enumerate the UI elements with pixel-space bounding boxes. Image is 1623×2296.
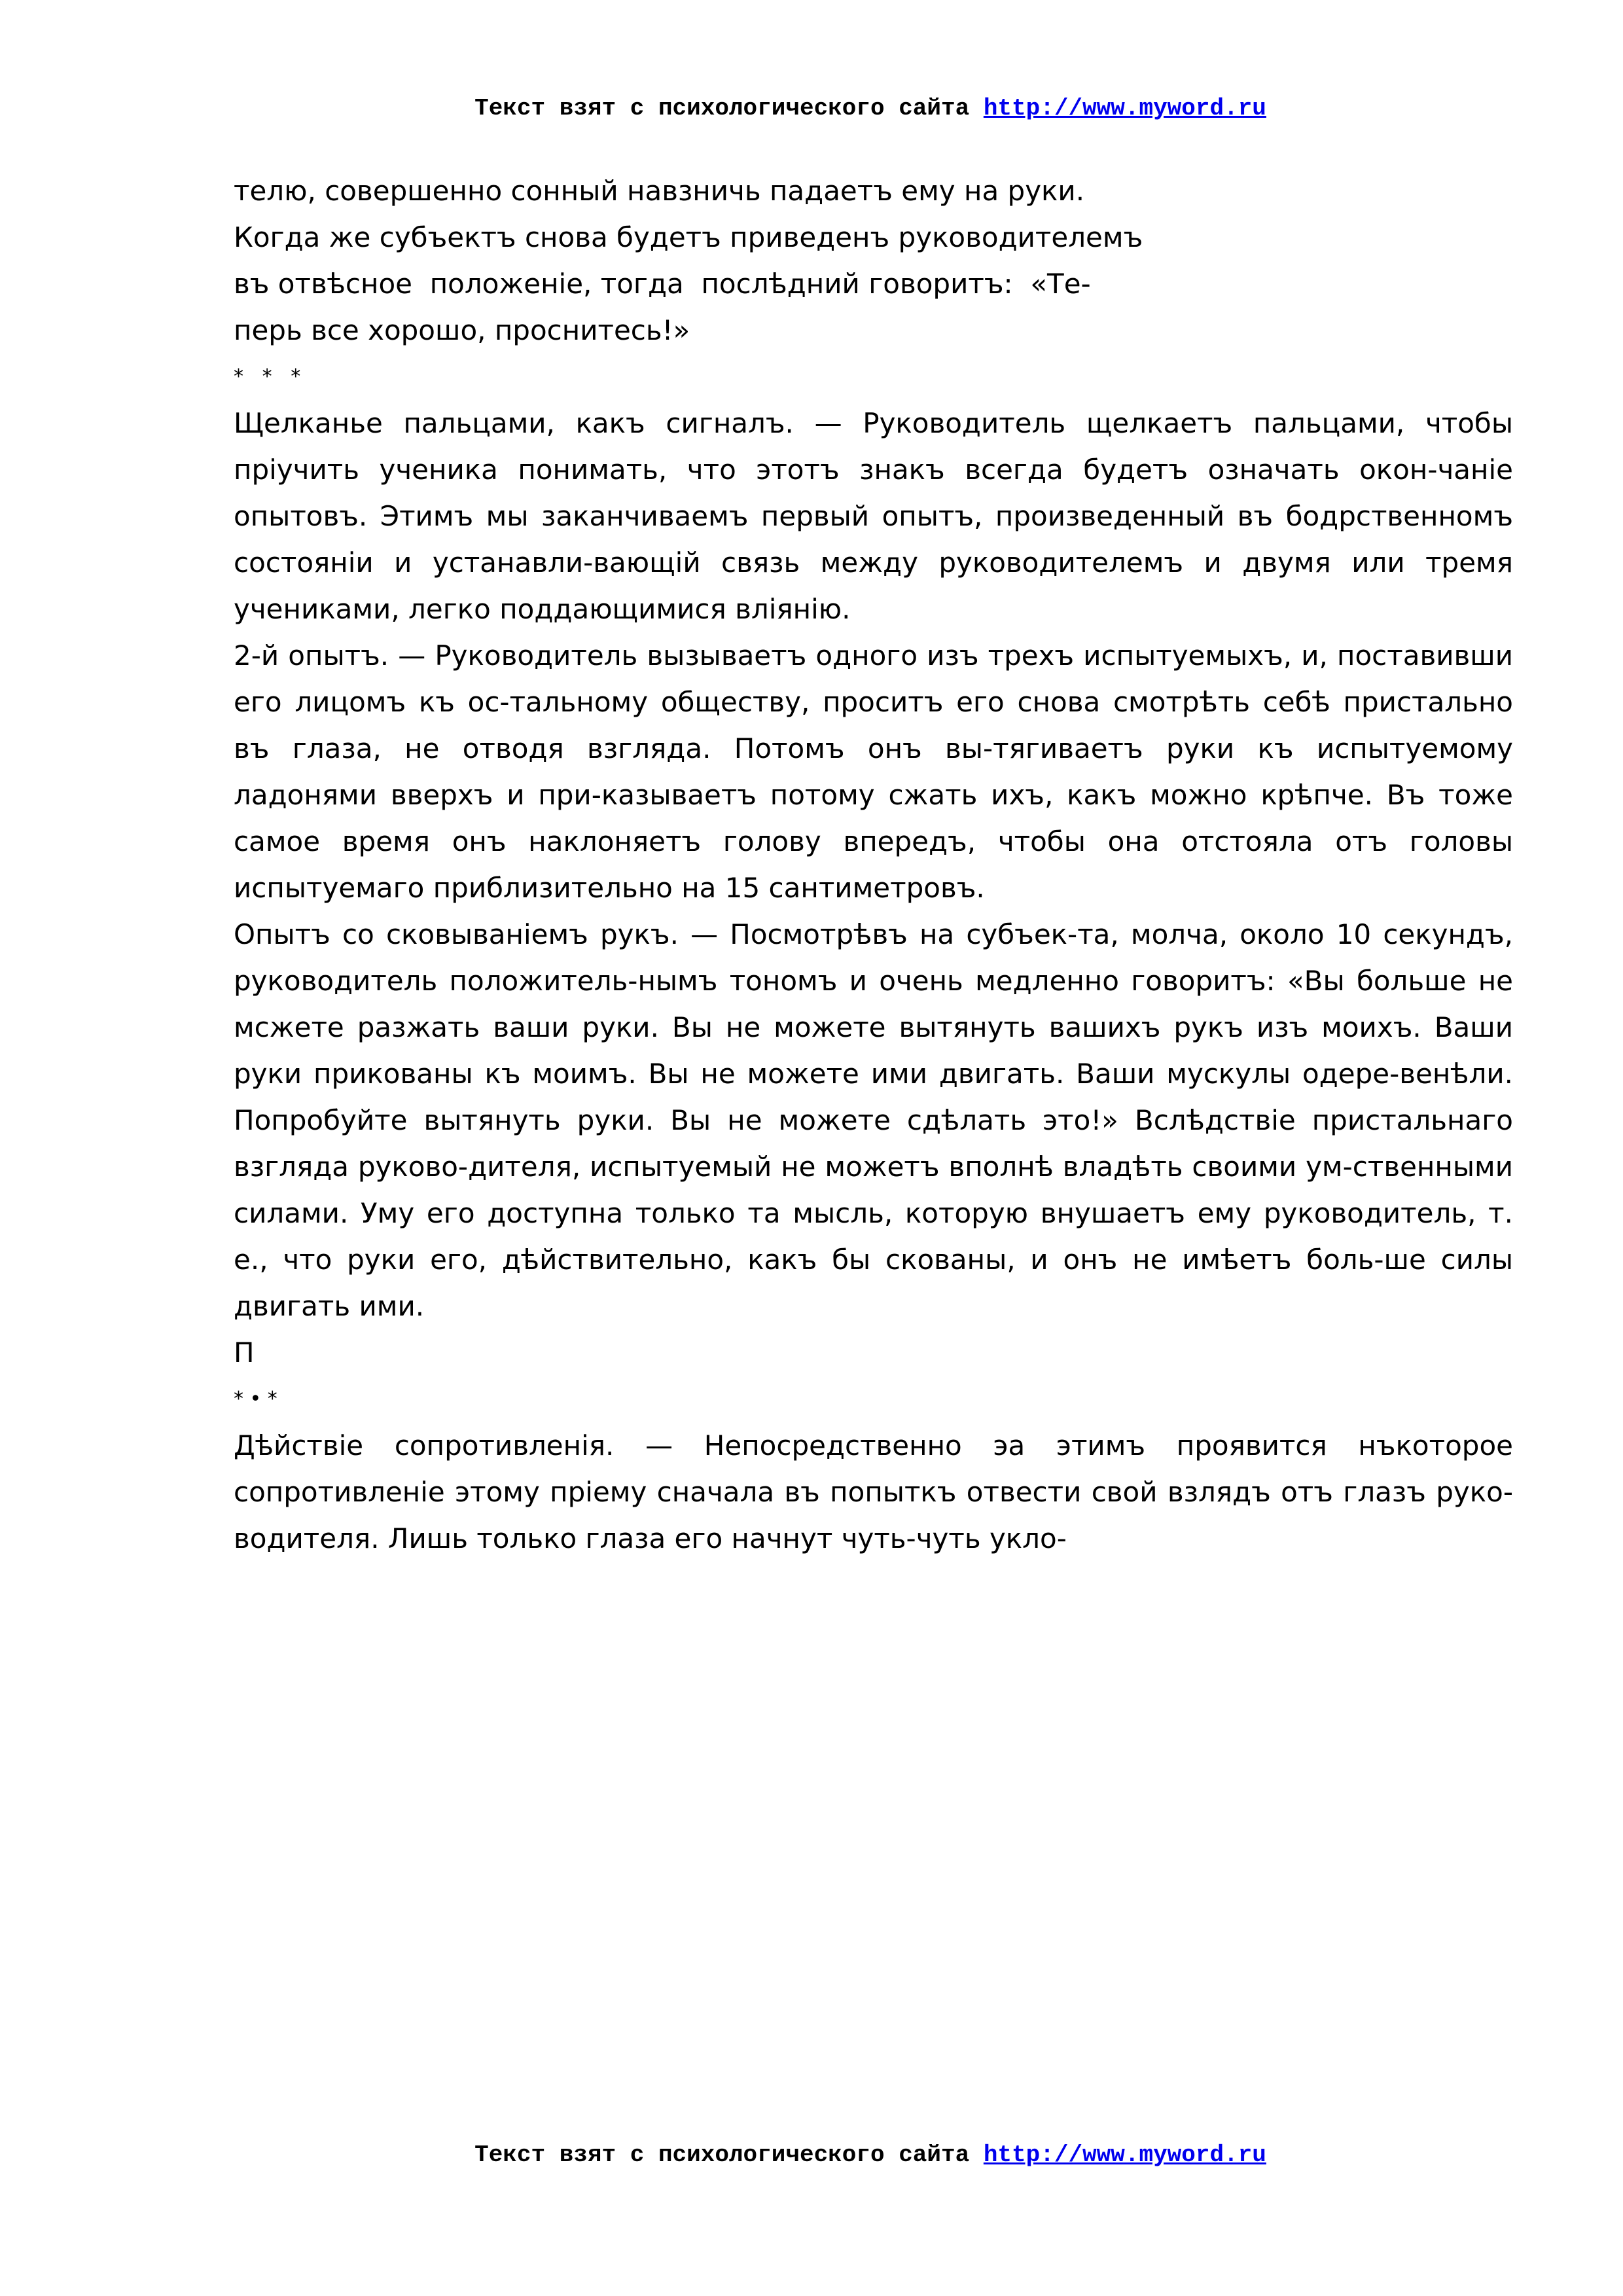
paragraph-finger-snap: Щелканье пальцами, какъ сигналъ. — Руководитель щелкаетъ пальцами, чтобы пріучить ученика понимать, что этотъ знакъ всегда будетъ означать окон-чаніе опытовъ. Этимъ мы заканчиваемъ первый опытъ, произведенный въ бодрственномъ состояніи и устанавли-вающій связь между руководителемъ и двумя или тремя учениками, легко поддающимися вліянію. bbox=[234, 407, 1513, 625]
header-site-link[interactable]: http://www.myword.ru bbox=[983, 95, 1266, 122]
paragraph-hand-binding: Опытъ со сковываніемъ рукъ. — Посмотрѣвъ на субъек-та, молча, около 10 секундъ, руководитель положитель-нымъ тономъ и очень медленно говоритъ: «Вы больше не мсжете разжать ваши руки. Вы не можете вытянуть вашихъ рукъ изъ моихъ. Ваши руки прикованы къ моимъ. Вы не можете ими двигать. Ваши мускулы одере-венѣли. Попробуйте вытянуть руки. Вы не можете сдѣлать это!» Вслѣдствіе пристальнаго взгляда руково-дителя, испытуемый не можетъ вполнѣ владѣть своими ум-ственными силами. Уму его доступна только та мысль, которую внушаетъ ему руководитель, т. е., что руки его, дѣйствительно, какъ бы скованы, и онъ не имѣетъ боль-ше силы двигать ими. bbox=[234, 918, 1513, 1322]
text-line-4: перь все хорошо, проснитесь!» bbox=[234, 314, 690, 346]
page-footer bbox=[0, 2142, 1623, 2168]
text-line-1: телю, совершенно сонный навзничь падаетъ ему на руки. bbox=[234, 175, 1085, 207]
header-text: Текст взят с психологического сайта bbox=[474, 95, 984, 122]
paragraph-resistance: Дѣйствіе сопротивленія. — Непосредственно эа этимъ проявится нъкоторое сопротивленіе этому пріему сначала въ попыткъ отвести свой взлядъ отъ глазъ руко-водителя. Лишь только глаза его начнут чуть-чуть укло- bbox=[234, 1429, 1513, 1554]
section-separator: * * * bbox=[234, 365, 301, 388]
section-separator: * • * bbox=[234, 1388, 277, 1410]
footer-site-link[interactable]: http://www.myword.ru bbox=[983, 2142, 1266, 2168]
stray-letter: П bbox=[234, 1336, 255, 1369]
text-line-2: Когда же субъектъ снова будетъ приведенъ руководителемъ bbox=[234, 221, 1143, 253]
paragraph-second-experiment: 2-й опытъ. — Руководитель вызываетъ одного изъ трехъ испытуемыхъ, и, поставивши его лицомъ къ ос-тальному обществу, проситъ его снова смотрѣть себѣ пристально въ глаза, не отводя взгляда. Потомъ онъ вы-тягиваетъ руки къ испытуемому ладонями вверхъ и при-казываетъ потому сжать ихъ, какъ можно крѣпче. Въ тоже самое время онъ наклоняетъ голову впередъ, чтобы она отстояла отъ головы испытуемаго приблизительно на 15 сантиметровъ. bbox=[234, 639, 1513, 904]
text-line-3: въ отвѣсное положеніе, тогда послѣдний говоритъ: «Те- bbox=[234, 268, 1091, 300]
page-header bbox=[0, 95, 1623, 122]
footer-text: Текст взят с психологического сайта bbox=[474, 2142, 984, 2168]
document-body bbox=[234, 168, 1513, 1562]
